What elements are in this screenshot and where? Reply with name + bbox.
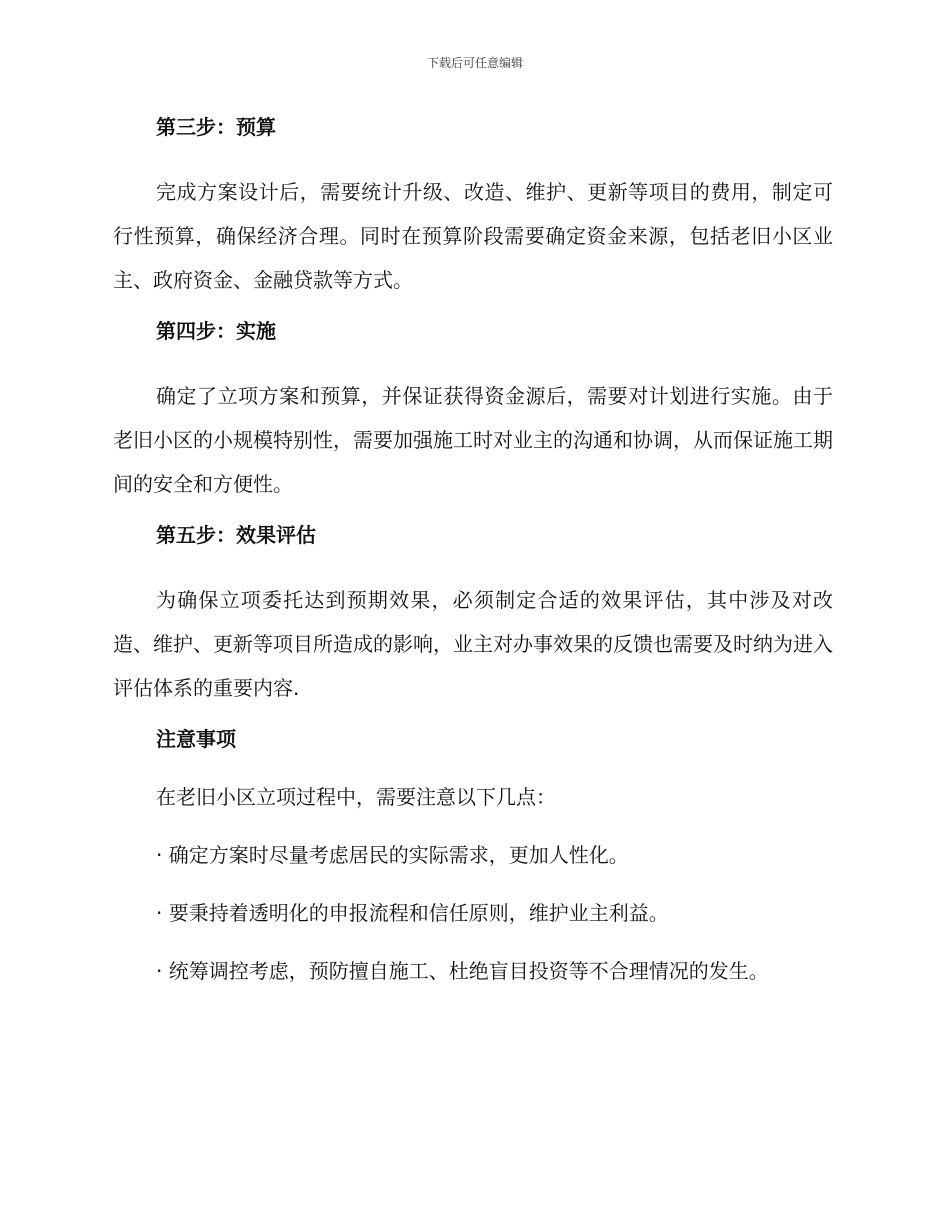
notes-heading: 注意事项 bbox=[156, 727, 236, 751]
notes-item: · 统筹调控考虑，预防擅自施工、杜绝盲目投资等不合理情况的发生。 bbox=[156, 959, 769, 983]
notes-item: · 要秉持着透明化的申报流程和信任原则，维护业主利益。 bbox=[156, 901, 669, 925]
section-heading: 第三步：预算 bbox=[156, 115, 276, 139]
document-body bbox=[113, 112, 833, 1014]
section-budget bbox=[113, 112, 833, 302]
section-paragraph: 为确保立项委托达到预期效果，必须制定合适的效果评估，其中涉及对改造、维护、更新等项目所造成的影响，业主对办事效果的反馈也需要及时纳为进入评估体系的重要内容. bbox=[113, 588, 833, 700]
section-implementation bbox=[113, 316, 833, 506]
section-notes bbox=[113, 724, 833, 986]
notes-item: · 确定方案时尽量考虑居民的实际需求，更加人性化。 bbox=[156, 843, 629, 867]
section-evaluation bbox=[113, 520, 833, 710]
section-heading: 第四步：实施 bbox=[156, 319, 276, 343]
page-header: 下载后可任意编辑 bbox=[426, 56, 523, 70]
section-heading: 第五步：效果评估 bbox=[156, 523, 316, 547]
section-paragraph: 确定了立项方案和预算，并保证获得资金源后，需要对计划进行实施。由于老旧小区的小规模特别性，需要加强施工时对业主的沟通和协调，从而保证施工期间的安全和方便性。 bbox=[113, 384, 833, 496]
section-paragraph: 完成方案设计后，需要统计升级、改造、维护、更新等项目的费用，制定可行性预算，确保经济合理。同时在预算阶段需要确定资金来源，包括老旧小区业主、政府资金、金融贷款等方式。 bbox=[113, 180, 833, 292]
notes-intro: 在老旧小区立项过程中，需要注意以下几点： bbox=[156, 785, 556, 809]
